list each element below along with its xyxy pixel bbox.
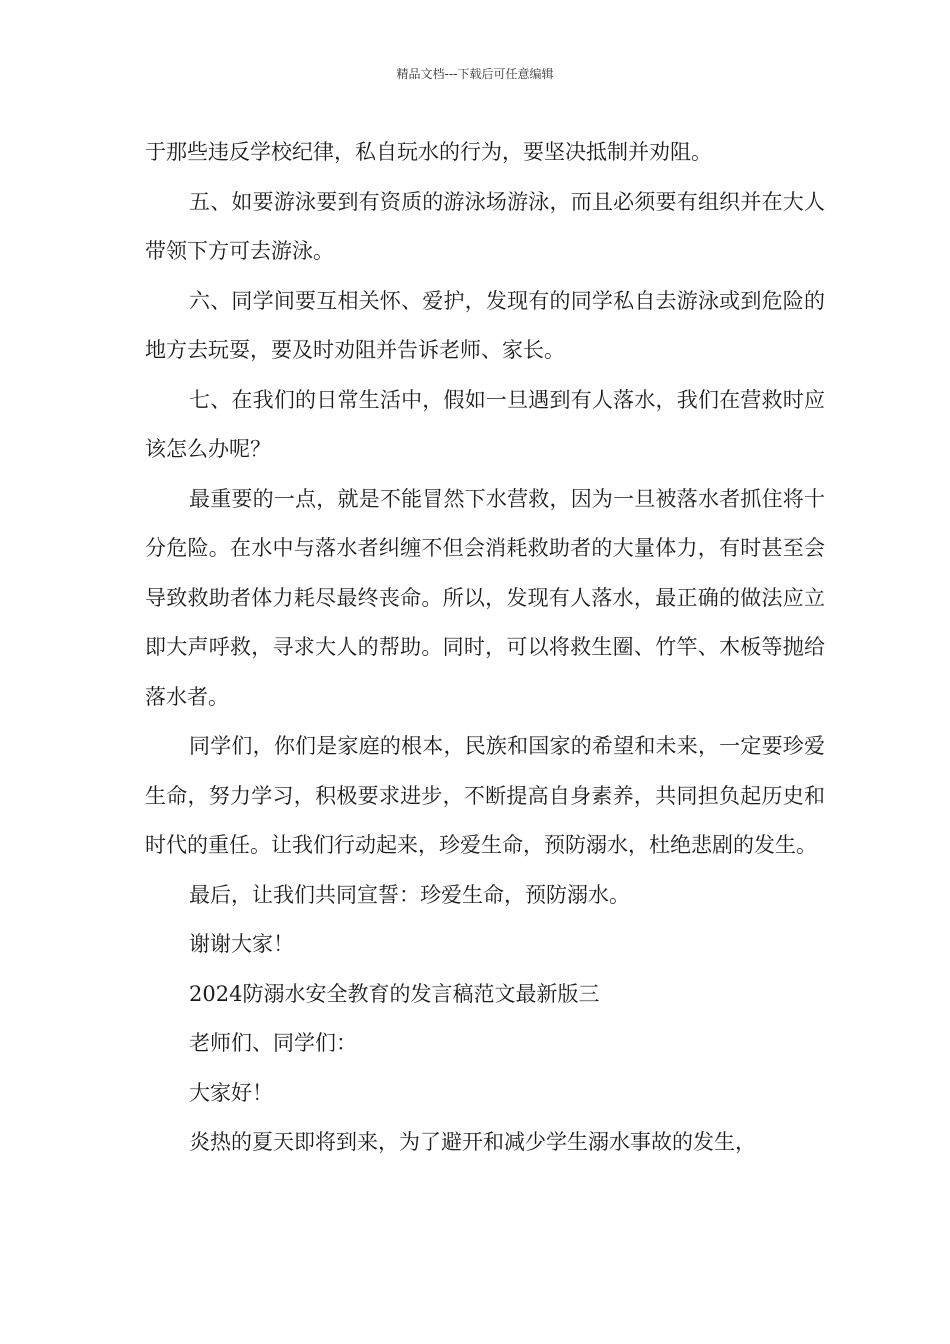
salutation: 老师们、同学们：: [189, 1031, 357, 1055]
paragraph-2: 五、如要游泳要到有资质的游泳场游泳，而且必须要有组织并在大人带领下方可去游泳。: [145, 189, 825, 263]
paragraph-12: 炎热的夏天即将到来，为了避开和减少学生溺水事故的发生，: [189, 1130, 756, 1154]
document-body: [145, 128, 825, 1168]
page-header: 精品文档---下载后可任意编辑: [396, 67, 554, 81]
paragraph-8: 谢谢大家！: [189, 932, 294, 956]
paragraph-5: 最重要的一点，就是不能冒然下水营救，因为一旦被落水者抓住将十分危险。在水中与落水者纠缠不但会消耗救助者的大量体力，有时甚至会导致救助者体力耗尽最终丧命。所以，发现有人落水，最正确的做法应立即大声呼救，寻求大人的帮助。同时，可以将救生圈、竹竿、木板等抛给落水者。: [145, 486, 825, 709]
paragraph-6: 同学们，你们是家庭的根本，民族和国家的希望和未来，一定要珍爱生命，努力学习，积极要求进步，不断提高自身素养，共同担负起历史和时代的重任。让我们行动起来，珍爱生命，预防溺水，杜绝悲剧的发生。: [145, 734, 825, 857]
paragraph-4: 七、在我们的日常生活中，假如一旦遇到有人落水，我们在营救时应该怎么办呢？: [145, 387, 825, 461]
paragraph-7: 最后，让我们共同宣誓：珍爱生命，预防溺水。: [189, 882, 630, 907]
paragraph-1: 于那些违反学校纪律，私自玩水的行为，要坚决抵制并劝阻。: [145, 140, 712, 164]
greeting: 大家好！: [189, 1080, 273, 1105]
paragraph-3: 六、同学间要互相关怀、爱护，发现有的同学私自去游泳或到危险的地方去玩耍，要及时劝阻并告诉老师、家长。: [145, 288, 825, 362]
section-title: 2024防溺水安全教育的发言稿范文最新版三: [189, 981, 600, 1006]
